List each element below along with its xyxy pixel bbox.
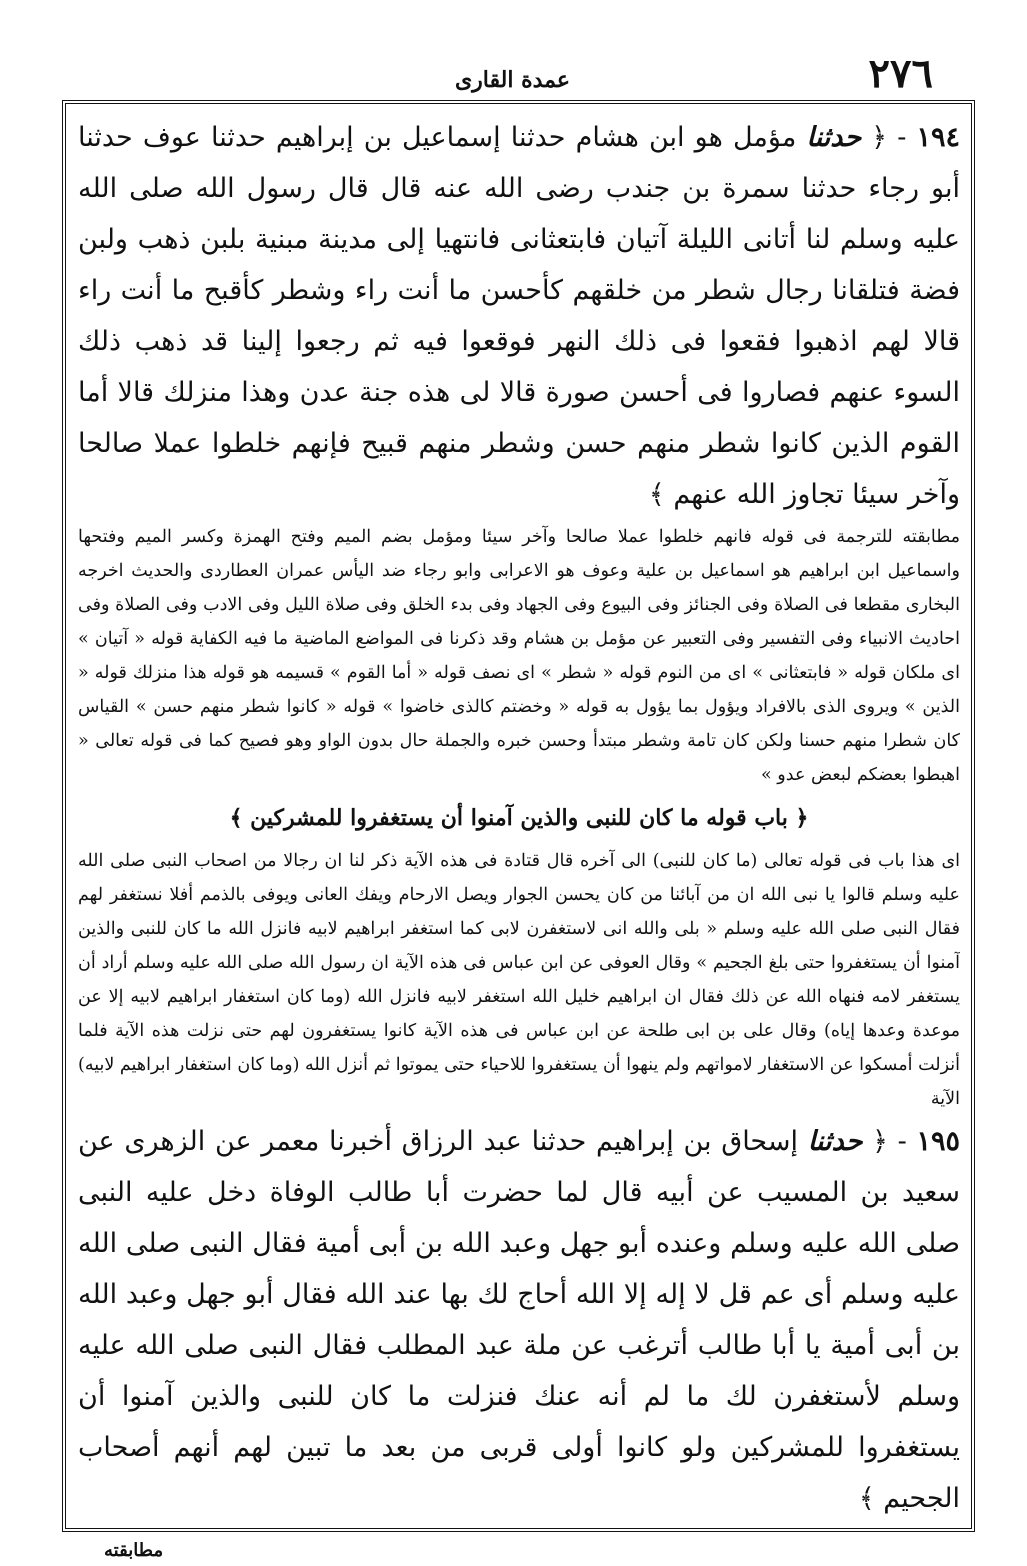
page-body [78,112,960,1524]
commentary-block: مطابقته للترجمة فى قوله فانهم خلطوا عملا صالحا وآخر سيئا ومؤمل بضم الميم وفتح الهمزة وكسر الميم وفتحها واسماعيل ابن ابراهيم هو اسماعيل بن علية وعوف هو الاعرابى وابو رجاء ضد اليأس عمران العطاردى والحديث اخرجه البخارى مقطعا فى الصلاة وفى الجنائز وفى البيوع وفى الجهاد وفى بدء الخلق وفى صلاة الليل وفى الادب وفى الصلاة وفى احاديث الانبياء وفى التفسير وفى التعبير عن مؤمل بن هشام وقد ذكرنا فى المواضع الماضية ما فيه الكفاية قوله « آتيان » اى ملكان قوله « فابتعثانى » اى من النوم قوله « شطر » اى نصف قوله « أما القوم » قسيمه هو قوله هذا منزلك قوله « الذين » ويروى الذى بالافراد ويؤول بما يؤول به قوله « وخضتم كالذى خاضوا » قوله « كانوا شطر منهم حسن » القياس كان شطرا منهم حسنا ولكن كان تامة وشطر مبتدأ وحسن خبره والجملة حال بدون الواو وهو فصيح كما فى قوله تعالى « اهبطوا بعضكم لبعض عدو » [78,527,960,785]
closing-bracket: ﴾ [858,1483,875,1514]
haddatha-label: حدثنا [807,1126,863,1157]
hadith-number: ١٩٤ [916,122,960,153]
page-number: ٢٧٦ [868,50,933,97]
hadith-195 [78,1116,960,1524]
dash: - ﴿ [862,1126,907,1157]
page-header [60,52,965,96]
catchword: مطابقته [104,1540,164,1561]
hadith-text: مؤمل هو ابن هشام حدثنا إسماعيل بن إبراهيم حدثنا عوف حدثنا أبو رجاء حدثنا سمرة بن جندب رضى الله عنه قال قال رسول الله صلى الله عليه وسلم لنا أتانى الليلة آتيان فابتعثانى فانتهيا إلى مدينة مبنية بلبن ذهب ولبن فضة فتلقانا رجال شطر من خلقهم كأحسن ما أنت راء وشطر كأقبح ما أنت راء قالا لهم اذهبوا فقعوا فى ذلك النهر فوقعوا فيه ثم رجعوا إلينا قد ذهب ذلك السوء عنهم فصاروا فى أحسن صورة قالا لى هذه جنة عدن وهذا منزلك قالا أما القوم الذين كانوا شطر منهم حسن وشطر منهم قبيح فإنهم خلطوا عملا صالحا وآخر سيئا تجاوز الله عنهم [78,122,960,510]
chapter-title: باب قوله ما كان للنبى والذين آمنوا أن يستغفروا للمشركين [250,805,788,831]
hadith-194 [78,112,960,520]
dash: - ﴿ [861,122,907,153]
chapter-heading: ﴿ باب قوله ما كان للنبى والذين آمنوا أن يستغفروا للمشركين ﴾ [229,805,809,831]
haddatha-label: حدثنا [806,122,862,153]
closing-bracket: ﴾ [648,479,665,510]
commentary-block-2: اى هذا باب فى قوله تعالى (ما كان للنبى) الى آخره قال قتادة فى هذه الآية ذكر لنا ان رجالا من اصحاب النبى صلى الله عليه وسلم قالوا يا نبى الله ان من آبائنا من كان يحسن الجوار ويصل الارحام ويفك العانى ويوفى بالذمم أفلا نستغفر لهم فقال النبى صلى الله عليه وسلم « بلى والله انى لاستغفرن لابى كما استغفر ابراهيم لابيه فانزل الله ما كان للنبى والذين آمنوا أن يستغفروا حتى بلغ الجحيم » وقال العوفى عن ابن عباس فى هذه الآية ان رسول الله صلى الله عليه وسلم أراد أن يستغفر لامه فنهاه الله عن ذلك فقال ان ابراهيم خليل الله استغفر لابيه فانزل الله (وما كان استغفار ابراهيم لابيه إلا عن موعدة وعدها إياه) وقال على بن ابى طلحة عن ابن عباس فى هذه الآية كانوا يستغفرون لهم حتى نزلت هذه الآية فلما أنزلت أمسكوا عن الاستغفار لامواتهم ولم ينهوا أن يستغفروا للاحياء حتى يموتوا ثم أنزل الله (وما كان استغفار ابراهيم لابيه) الآية [78,851,960,1109]
running-head: عمدة القارى [454,67,571,93]
hadith-text: إسحاق بن إبراهيم حدثنا عبد الرزاق أخبرنا معمر عن الزهرى عن سعيد بن المسيب عن أبيه قال لما حضرت أبا طالب الوفاة دخل عليه النبى صلى الله عليه وسلم وعنده أبو جهل وعبد الله بن أبى أمية فقال النبى صلى الله عليه وسلم أى عم قل لا إله إلا الله أحاج لك بها عند الله فقال أبو جهل وعبد الله بن أبى أمية يا أبا طالب أترغب عن ملة عبد المطلب فقال النبى صلى الله عليه وسلم لأستغفرن لك ما لم أنه عنك فنزلت ما كان للنبى والذين آمنوا أن يستغفروا للمشركين ولو كانوا أولى قربى من بعد ما تبين لهم أنهم أصحاب الجحيم [78,1126,960,1514]
hadith-number: ١٩٥ [916,1126,960,1157]
